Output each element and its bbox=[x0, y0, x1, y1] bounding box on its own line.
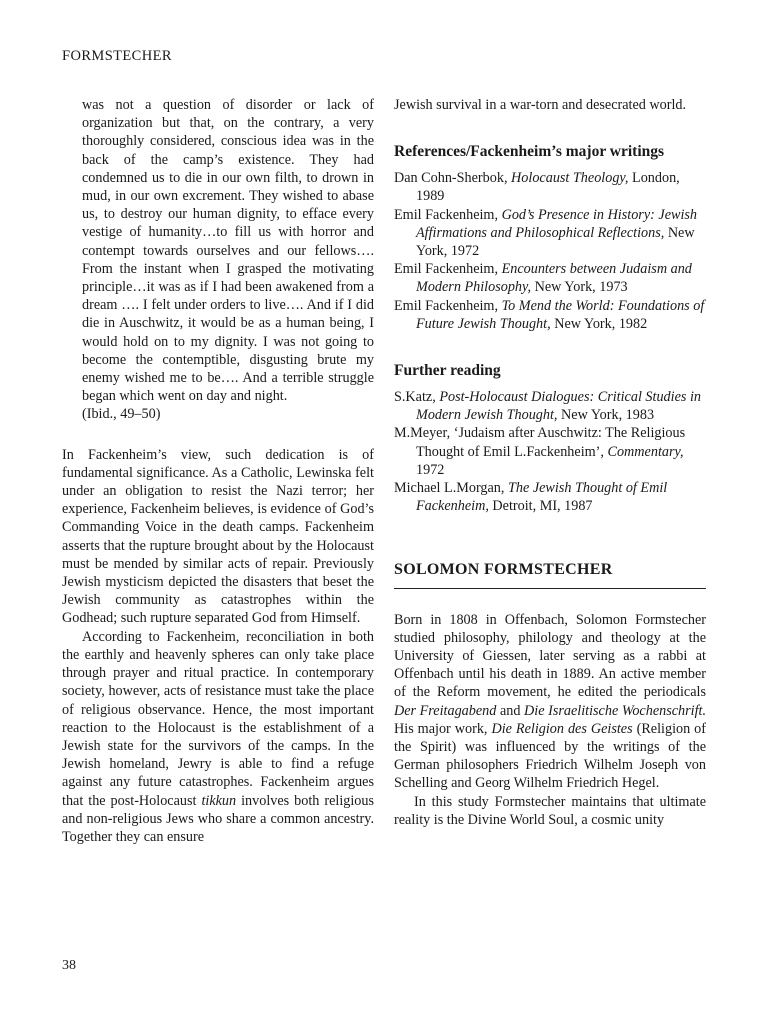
left-column bbox=[62, 96, 374, 846]
references-list bbox=[394, 169, 706, 333]
article-title: SOLOMON FORMSTECHER bbox=[394, 561, 706, 588]
page-number: 38 bbox=[62, 958, 76, 973]
continuation-text: Jewish survival in a war-torn and desecrated world. bbox=[394, 97, 687, 113]
reference-item: Emil Fackenheim, God’s Presence in History: Jewish Affirmations and Philosophical Reflections, New York, 1972 bbox=[394, 206, 698, 260]
term-tikkun: tikkun bbox=[201, 792, 237, 809]
bio-paragraph-1: Born in 1808 in Offenbach, Solomon Formstecher studied philosophy, philology and theology at the University of Giessen, later serving as a rabbi at Offenbach until his death in 1889. An active member of the Reform movement, he edited the periodicals Der Freitagabend and Die Israelitische Wochenschrift. His major work, Die Religion des Geistes (Religion of the Spirit) was influenced by the writings of the German philosophers Friedrich Wilhelm Joseph von Schelling and Georg Wilhelm Friedrich Hegel. bbox=[394, 611, 707, 792]
reference-item: Emil Fackenheim, To Mend the World: Foundations of Future Jewish Thought, New York, 1982 bbox=[394, 297, 705, 332]
right-column bbox=[394, 96, 706, 829]
quote-text: was not a question of disorder or lack of organization but that, on the contrary, a very thoroughly considered, conscious idea was in the back of the camp’s existence. They had condemned us to die in our own filth, to drown in mud, in our own excrement. They wished to abase us, to destroy our human dignity, to efface every vestige of humanity…to fill us with horror and contempt towards ourselves and our fellows…. From the instant when I grasped the motivating principle…it was as if I had been awakened from a dream …. I felt under orders to live…. And if I did die in Auschwitz, it would be as a human being, I would hold on to my dignity. I was not going to become the contemptible, disgusting brute my enemy wished me to be…. And a terrible struggle began which went on day and night. bbox=[82, 97, 374, 405]
further-reading-item: M.Meyer, ‘Judaism after Auschwitz: The Religious Thought of Emil L.Fackenheim’, Commentary, 1972 bbox=[394, 425, 686, 478]
running-head: FORMSTECHER bbox=[62, 48, 172, 64]
quote-citation: (Ibid., 49–50) bbox=[82, 406, 161, 423]
paragraph-1: In Fackenheim’s view, such dedication is of fundamental significance. As a Catholic, Lewinska felt under an obligation to resist the Nazi terror; her experience, Fackenheim believes, is evidence of God’s Commanding Voice in the death camps. Fackenheim asserts that the rupture brought about by the Holocaust must be mended by similar acts of repair. Previously Jewish mysticism depicted the disasters that beset the Jewish community as catastrophes within the Godhead; such rupture separated God from Himself. bbox=[62, 446, 374, 627]
reference-item: Emil Fackenheim, Encounters between Judaism and Modern Philosophy, New York, 1973 bbox=[394, 261, 692, 296]
block-quote bbox=[82, 96, 374, 424]
references-heading: References/Fackenheim’s major writings bbox=[394, 143, 665, 161]
further-reading-item: Michael L.Morgan, The Jewish Thought of Emil Fackenheim, Detroit, MI, 1987 bbox=[394, 480, 668, 515]
paragraph-2: According to Fackenheim, reconciliation in both the earthly and heavenly spheres can only take place through prayer and ritual practice. In contemporary society, however, acts of resistance must take the place of religious observance. Hence, the most important reaction to the Holocaust is the establishment of a Jewish state for the survivors of the camps. In the Jewish homeland, Jewry is able to find a refuge against any future catastrophes. Fackenheim argues that the post-Holocaust tikkun involves both religious and non-religious Jews who share a common ancestry. Together they can ensure bbox=[62, 628, 375, 845]
further-reading-list bbox=[394, 388, 706, 515]
left-body bbox=[62, 446, 374, 846]
bio-paragraph-2: In this study Formstecher maintains that ultimate reality is the Divine World Soul, a cosmic unity bbox=[394, 793, 706, 828]
further-reading-item: S.Katz, Post-Holocaust Dialogues: Critical Studies in Modern Jewish Thought, New York, 1983 bbox=[394, 389, 701, 424]
reference-item: Dan Cohn-Sherbok, Holocaust Theology, London, 1989 bbox=[394, 170, 680, 205]
further-reading-heading: Further reading bbox=[394, 362, 501, 380]
